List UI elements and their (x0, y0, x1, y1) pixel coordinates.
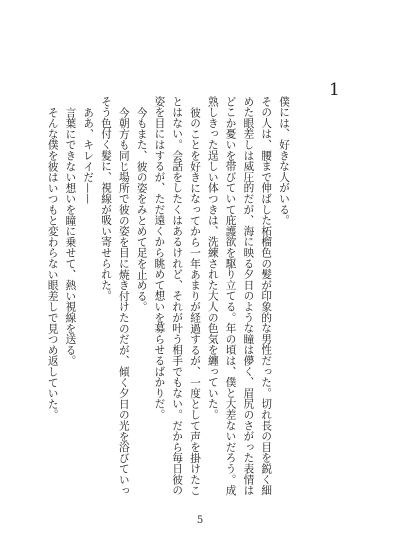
paragraph: そんな僕を彼はいつもと変わらない眼差しで見つめ返していた。 (46, 106, 59, 420)
chapter-number: 1 (329, 80, 340, 100)
page-number: 5 (196, 515, 204, 526)
body-text (43, 96, 292, 498)
paragraph: 僕には、好きな人がいる。 (278, 96, 290, 226)
paragraph: 彼のことを好きになってから一年あまりが経過するが、一度として声を掛けたことはない。会話をしたくはあるけれど、それが叶う相手でもない。だから毎日彼の姿を目にはするが、ただ遠くから眺めて想いを募らせるばかりだ。 (153, 96, 202, 496)
paragraph: 今朝方も同じ場所で彼の姿を目に焼き付けたのだが、傾く夕日の光を浴びていっそう色付く髪に、視線が吸い寄せられた。 (100, 96, 130, 496)
paragraph: 今もまた、彼の姿をみとめて足を止める。 (135, 106, 148, 312)
paragraph: ああ、キレイだ—— (82, 106, 95, 204)
paragraph: 言葉にできない想いを瞳に乗せて、熱い視線を送る。 (64, 106, 77, 366)
paragraph: その人は、腰まで伸ばした柘榴色の髪が印象的な男性だった。切れ長の目を鋭く細めた眼差しは威圧的だが、海に映る夕日のような瞳は儚く、眉尻のさがった表情はどこか憂いを帯びていて庇護欲を駆り立てる。年の頃は、僕と大差ないだろう。成熟しきった逞しい体つきは、洗練された大人の色気を纏っていた。 (206, 96, 273, 496)
